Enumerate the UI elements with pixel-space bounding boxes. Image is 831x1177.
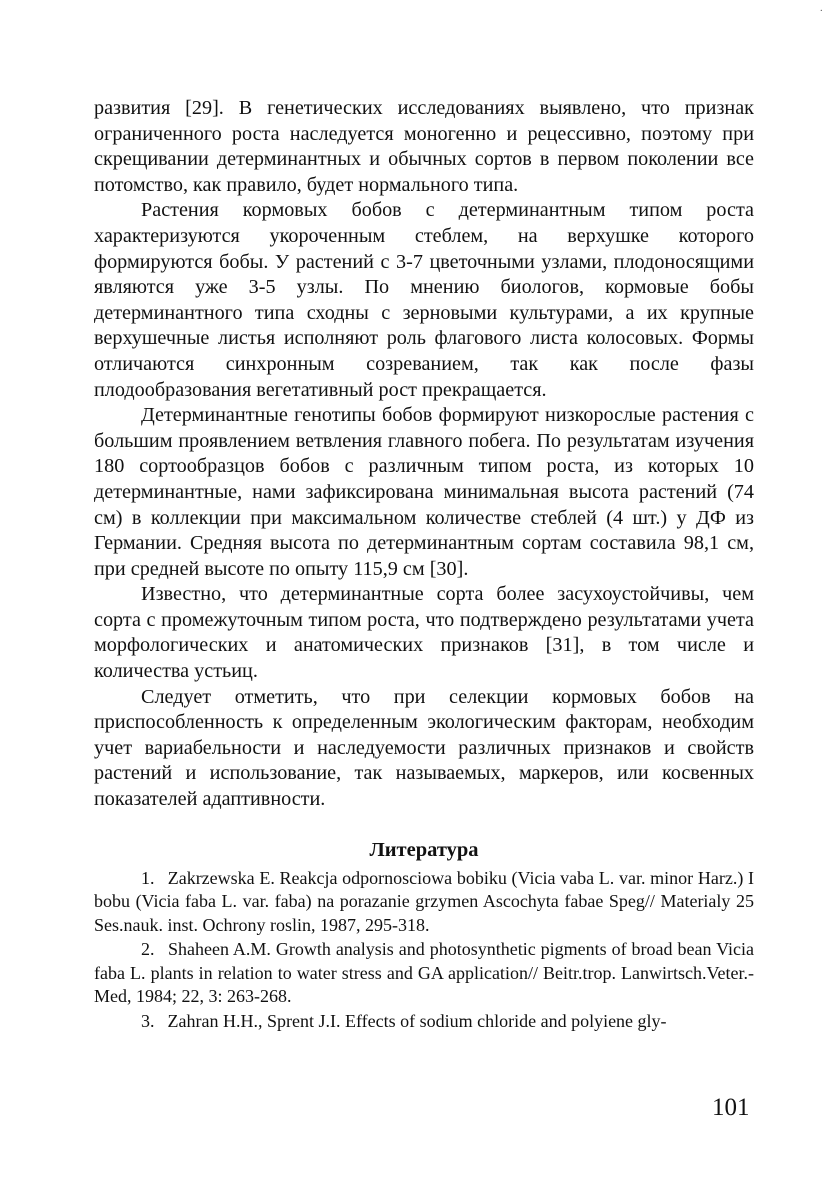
references-heading: Литература <box>369 838 479 861</box>
reference-item <box>94 938 754 1009</box>
reference-number: 1. <box>141 867 155 888</box>
reference-text: Shaheen A.M. Growth analysis and photosynthetic pigments of broad bean Vicia faba L. plants in relation to water stress and GA application// Beitr.trop. Lanwirtsch.Veter.-Med, 1984; 22, 3: 263-268. <box>94 939 755 1007</box>
page-body <box>94 96 754 1034</box>
reference-item <box>94 1010 754 1034</box>
paragraph-5: Следует отметить, что при селекции кормовых бобов на приспособленность к определенным экологическим факторам, необходим учет вариабельности и наследуемости различных признаков и свойств растений и использование, так называемых, маркеров, или косвенных показателей адаптивности. <box>94 685 754 811</box>
reference-text: Zakrzewska E. Reakcja odpornosciowa bobiku (Vicia vaba L. var. minor Harz.) I bobu (Vicia faba L. var. faba) na porazanie grzymen Ascochyta fabae Speg// Materialy 25 Ses.nauk. inst. Ochrony roslin, 1987, 295-318. <box>94 867 755 935</box>
reference-item <box>94 867 754 938</box>
page-number: 101 <box>712 1094 750 1121</box>
reference-number: 3. <box>141 1010 155 1031</box>
references-list <box>94 867 754 1034</box>
scan-corner-mark: · <box>819 6 823 17</box>
reference-number: 2. <box>141 939 155 960</box>
paragraph-1: развития [29]. В генетических исследованиях выявлено, что признак ограниченного роста наследуется моногенно и рецессивно, поэтому при скрещивании детерминантных и обычных сортов в первом поколении все потомство, как правило, будет нормального типа. <box>94 97 754 196</box>
paragraph-3: Детерминантные генотипы бобов формируют низкорослые растения с большим проявлением ветвления главного побега. По результатам изучения 180 сортообразцов бобов с различным типом роста, из которых 10 детерминантные, нами зафиксирована минимальная высота растений (74 см) в коллекции при максимальном количестве стеблей (4 шт.) у ДФ из Германии. Средняя высота по детерминантным сортам составила 98,1 см, при средней высоте по опыту 115,9 см [30]. <box>94 404 754 580</box>
paragraph-2: Растения кормовых бобов с детерминантным типом роста характеризуются укороченным стеблем, на верхушке которого формируются бобы. У растений с 3-7 цветочными узлами, плодоносящими являются уже 3-5 узлы. По мнению биологов, кормовые бобы детерминантного типа сходны с зерновыми культурами, а их крупные верхушечные листья исполняют роль флагового листа колосовых. Формы отличаются синхронным созреванием, так как после фазы плодообразования вегетативный рост прекращается. <box>94 199 754 401</box>
reference-text: Zahran H.H., Sprent J.I. Effects of sodium chloride and polyiene gly- <box>167 1010 667 1031</box>
paragraph-4: Известно, что детерминантные сорта более засухоустойчивы, чем сорта с промежуточным типом роста, что подтверждено результатами учета морфологических и анатомических признаков [31], в том числе и количества устьиц. <box>94 583 754 683</box>
